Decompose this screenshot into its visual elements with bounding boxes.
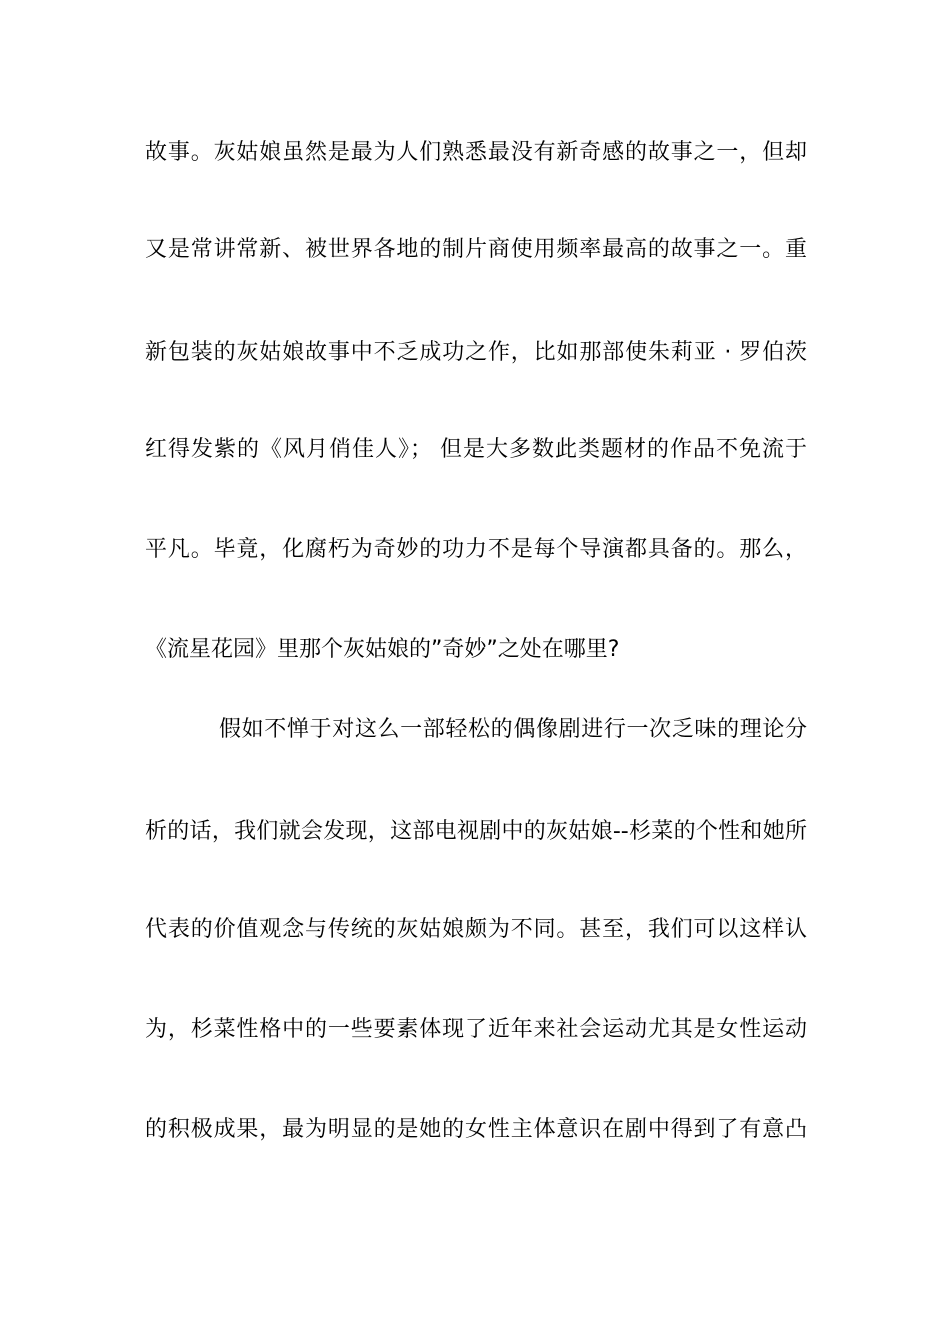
text-line: 析的话，我们就会发现，这部电视剧中的灰姑娘--杉菜的个性和她所 xyxy=(145,819,807,844)
text-line: 新包装的灰姑娘故事中不乏成功之作，比如那部使朱莉亚 · 罗伯茨 xyxy=(145,340,807,365)
text-line: 平凡。毕竟，化腐朽为奇妙的功力不是每个导演都具备的。那么， xyxy=(145,537,807,562)
paragraph-end-line: 《流星花园》里那个灰姑娘的”奇妙”之处在哪里? xyxy=(145,637,620,662)
text-line: 红得发紫的《风月俏佳人》； 但是大多数此类题材的作品不免流于 xyxy=(145,437,807,462)
text-line: 又是常讲常新、被世界各地的制片商使用频率最高的故事之一。重 xyxy=(145,237,807,262)
text-line: 为，杉菜性格中的一些要素体现了近年来社会运动尤其是女性运动 xyxy=(145,1017,807,1042)
text-line: 故事。灰姑娘虽然是最为人们熟悉最没有新奇感的故事之一，但却 xyxy=(145,140,807,165)
text-line: 的积极成果，最为明显的是她的女性主体意识在剧中得到了有意凸 xyxy=(145,1117,807,1142)
text-line: 代表的价值观念与传统的灰姑娘颇为不同。甚至，我们可以这样认 xyxy=(145,917,807,942)
paragraph-first-line: 假如不惮于对这么一部轻松的偶像剧进行一次乏味的理论分 xyxy=(219,717,807,742)
